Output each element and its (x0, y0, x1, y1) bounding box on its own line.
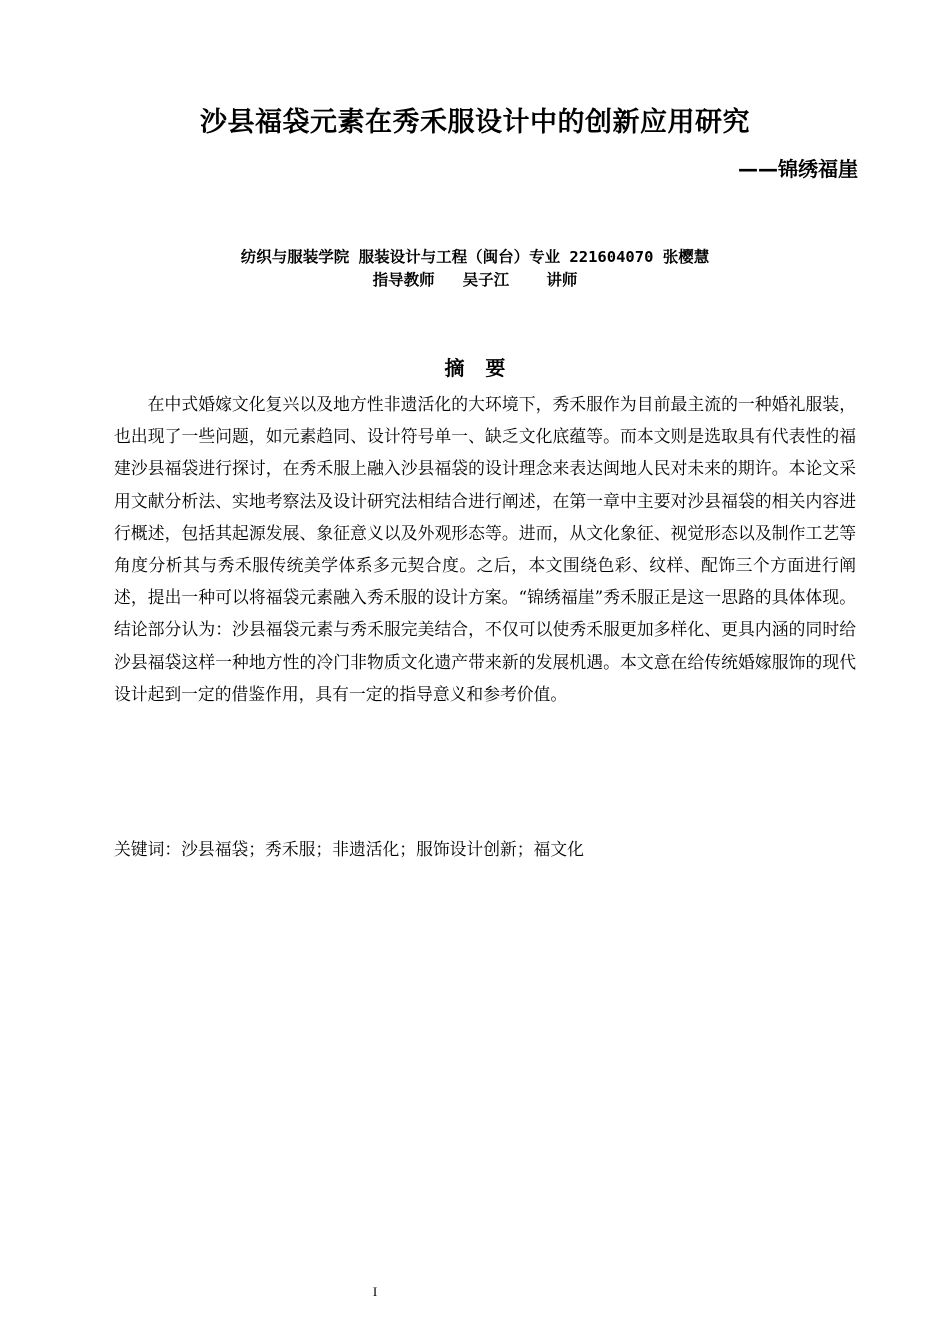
paper-subtitle: ——锦绣福崖 (738, 157, 858, 181)
advisor-line: 指导教师 吴子江 讲师 (372, 271, 578, 289)
paper-title: 沙县福袋元素在秀禾服设计中的创新应用研究 (200, 107, 750, 138)
abstract-body: 在中式婚嫁文化复兴以及地方性非遗活化的大环境下，秀禾服作为目前最主流的一种婚礼服装，也出现了一些问题，如元素趋同、设计符号单一、缺乏文化底蕴等。而本文则是选取具有代表性的福建沙县福袋进行探讨，在秀禾服上融入沙县福袋的设计理念来表达闽地人民对未来的期许。本论文采用文献分析法、实地考察法及设计研究法相结合进行阐述，在第一章中主要对沙县福袋的相关内容进行概述，包括其起源发展、象征意义以及外观形态等。进而，从文化象征、视觉形态以及制作工艺等角度分析其与秀禾服传统美学体系多元契合度。之后，本文围绕色彩、纹样、配饰三个方面进行阐述，提出一种可以将福袋元素融入秀禾服的设计方案。“锦绣福崖”秀禾服正是这一思路的具体体现。结论部分认为：沙县福袋元素与秀禾服完美结合，不仅可以使秀禾服更加多样化、更具内涵的同时给沙县福袋这样一种地方性的冷门非物质文化遗产带来新的发展机遇。本文意在给传统婚嫁服饰的现代设计起到一定的借鉴作用，具有一定的指导意义和参考价值。 (114, 394, 856, 704)
keywords-line: 关键词：沙县福袋；秀禾服；非遗活化；服饰设计创新；福文化 (114, 839, 584, 859)
abstract-heading: 摘 要 (444, 356, 506, 380)
page-number: I (372, 1284, 378, 1299)
author-line: 纺织与服装学院 服装设计与工程（闽台）专业 221604070 张樱慧 (240, 248, 710, 266)
